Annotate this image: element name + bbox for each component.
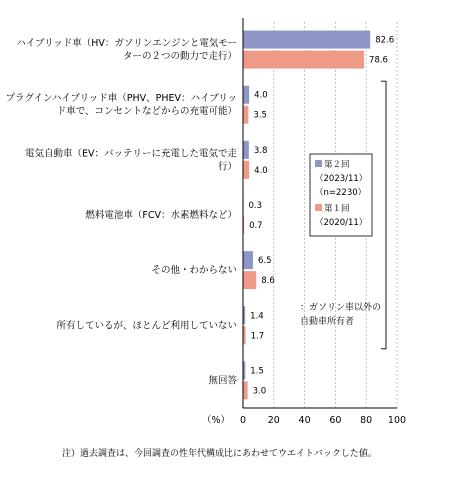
bar — [243, 271, 256, 289]
legend — [310, 154, 372, 236]
data-label: 8.6 — [261, 276, 275, 287]
category-label: ド車で、コンセントなどからの充電可能） — [56, 106, 237, 118]
category-label: 所有しているが、ほとんど利用していない — [56, 320, 237, 332]
bracket-note: ：ガソリン車以外の — [300, 303, 382, 313]
legend-label: 第２回 — [324, 160, 350, 170]
data-label: 82.6 — [375, 35, 395, 46]
bar — [243, 51, 364, 69]
legend-swatch — [315, 160, 322, 167]
data-label: 0.7 — [249, 221, 263, 231]
data-label: 3.5 — [253, 110, 267, 121]
data-label: 3.0 — [252, 386, 267, 397]
category-label: 行） — [217, 161, 237, 173]
x-tick-label: 20 — [267, 415, 280, 426]
data-label: 1.7 — [250, 331, 265, 342]
bar — [243, 86, 249, 104]
category-label: 電気自動車（EV：バッテリーに充電した電気で走 — [24, 148, 237, 160]
data-label: 1.5 — [250, 366, 264, 377]
legend-label: （n=2230） — [315, 188, 367, 198]
bar — [243, 141, 249, 159]
category-labels — [5, 37, 237, 386]
category-label: 燃料電池車（FCV：水素燃料など） — [85, 210, 237, 221]
data-label: 4.0 — [254, 90, 268, 101]
data-label: 0.3 — [248, 201, 262, 211]
x-tick-label: 80 — [360, 415, 373, 426]
bar — [243, 31, 370, 49]
category-label: その他・わからない — [151, 265, 237, 277]
x-tick-label: 0 — [239, 415, 247, 426]
bracket — [381, 81, 386, 349]
category-label: プラグインハイブリッド車（PHV、PHEV：ハイブリッ — [5, 93, 237, 105]
data-label: 4.0 — [254, 165, 268, 176]
bar — [243, 251, 253, 269]
x-tick-labels — [202, 415, 406, 426]
legend-label: （2020/11） — [315, 218, 368, 228]
data-label: 78.6 — [369, 55, 388, 66]
data-label: 3.8 — [253, 145, 268, 156]
legend-swatch — [315, 204, 322, 211]
legend-label: （2023/11） — [315, 174, 368, 184]
x-tick-label: 40 — [298, 415, 311, 426]
legend-label: 第１回 — [324, 204, 350, 214]
x-tick-label: 100 — [387, 415, 407, 426]
x-unit-label: （%） — [201, 415, 231, 426]
bracket-note: 自動車所有者 — [300, 317, 355, 327]
category-label: ハイブリッド車（HV：ガソリンエンジンと電気モー — [16, 38, 237, 50]
bar — [243, 161, 249, 179]
data-label: 6.5 — [258, 256, 272, 267]
category-label: 無回答 — [208, 375, 237, 387]
x-tick-label: 60 — [329, 415, 342, 426]
bar — [243, 381, 248, 399]
category-label: ターの２つの動力で走行） — [122, 51, 237, 63]
bar — [243, 106, 248, 124]
footnote: 注）過去調査は、今回調査の性年代構成比にあわせてウエイトバックした値。 — [62, 449, 377, 459]
data-label: 1.4 — [250, 311, 264, 322]
